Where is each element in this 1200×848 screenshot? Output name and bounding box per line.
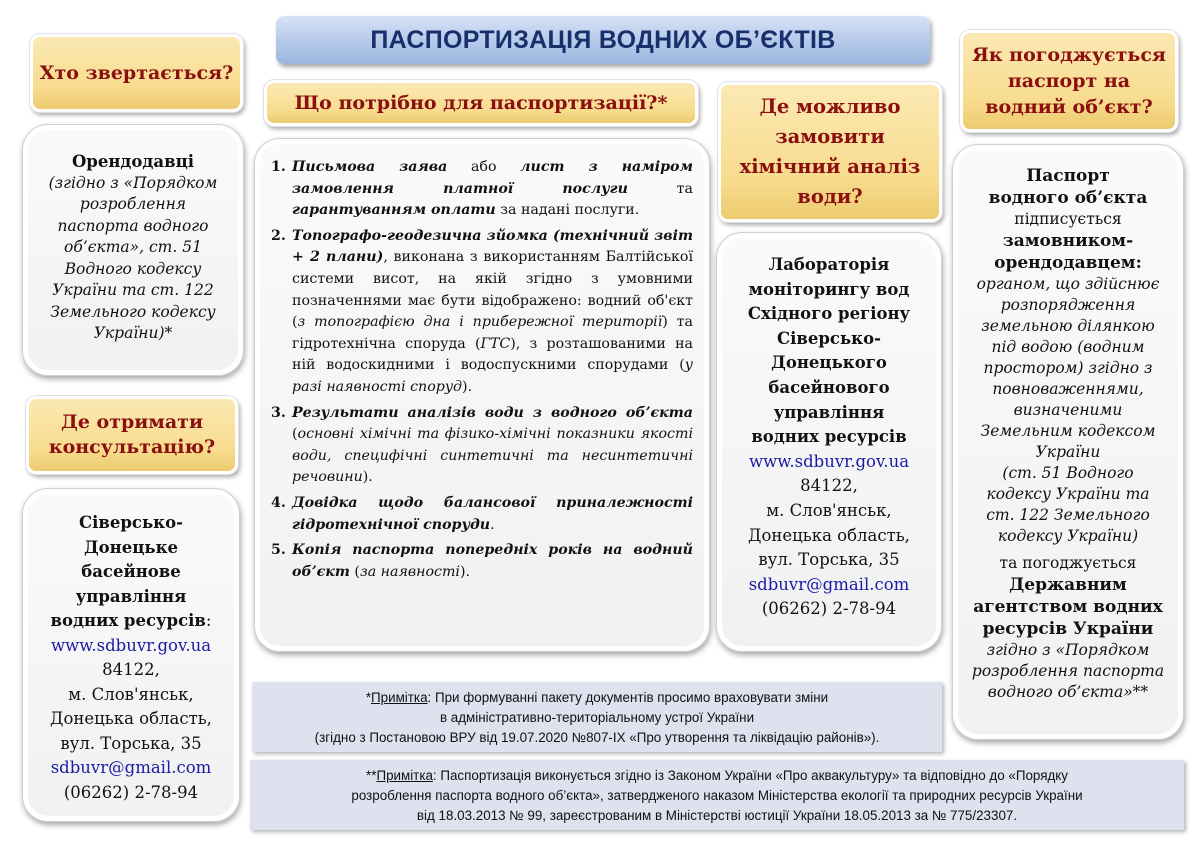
chemical-analysis-email-link[interactable]: sdbuvr@gmail.com (748, 574, 910, 594)
consultation-card (22, 488, 240, 822)
requirement-text-part: або (447, 159, 521, 175)
note-2-label: Примітка (376, 768, 433, 783)
approval-agreed: та погоджується (999, 554, 1137, 572)
requirement-text-part: ). (462, 378, 473, 395)
consultation-region: Донецька область, (50, 709, 212, 728)
requirement-text-part: ГТС (480, 335, 511, 352)
requirement-text-part: ) та гідротехнічна споруда ( (292, 314, 693, 352)
approval-passport: Паспорт водного об’єкта (988, 166, 1148, 208)
requirement-text-part: у разі наявності споруд (292, 357, 693, 395)
consultation-org: Сіверсько-Донецьке басейнове управління водних ресурсів (50, 513, 206, 630)
consultation-website-link[interactable]: www.sdbuvr.gov.ua (50, 635, 212, 655)
note-1-label: Примітка (371, 690, 428, 705)
approval-signer: замовником-орендодавцем: (994, 231, 1142, 273)
requirement-text-part: ). (362, 469, 373, 486)
approval-card (952, 144, 1184, 740)
requirement-text-part: та (627, 180, 693, 197)
requirements-card (254, 138, 710, 652)
requirement-text-part: гарантуванням оплати (292, 202, 496, 219)
chemical-analysis-header (718, 82, 942, 222)
requirement-number: 3. (271, 404, 286, 421)
who-applies-header (30, 34, 243, 112)
requirement-item (271, 403, 693, 489)
requirement-text-part: за надані послуги. (495, 202, 640, 219)
requirement-text-part: ( (349, 563, 360, 580)
requirements-list (255, 139, 709, 597)
requirement-text-part: . (490, 516, 495, 533)
requirement-text-part: Результати аналізів води з водного об’єкта (292, 404, 693, 421)
requirement-text-part: лист з наміром замовлення платної послуги (292, 159, 693, 197)
requirement-text-part: ( (292, 426, 298, 443)
who-applies-header-text: Хто звертається? (39, 61, 234, 84)
chemical-analysis-org: Лабораторія моніторингу вод Східного регіону Сіверсько-Донецького басейнового управління водних ресурсів (747, 255, 911, 447)
requirement-text-part: основні хімічні та фізико-хімічні показники якості води, специфічні синтетичні та несинтетичні речовини (292, 426, 693, 486)
who-applies-subject: Орендодавці (71, 152, 195, 171)
approval-authority: органом, що здійснює розпорядження земельною ділянкою під водою (водним простором) згідно з повноваженнями, визначеними Земельним кодексом України (976, 275, 1160, 461)
requirement-number: 1. (271, 159, 286, 175)
consultation-street: вул. Торська, 35 (60, 733, 202, 753)
requirement-item (271, 493, 693, 536)
note-2-text-c: від 18.03.2013 № 99, зареєстрованим в Міністерстві юстиції України 18.05.2013 за № 775/23307. (416, 808, 1018, 823)
requirement-text-part: за наявності (359, 563, 460, 580)
chemical-analysis-phone: (06262) 2-78-94 (761, 599, 897, 619)
page-title: ПАСПОРТИЗАЦІЯ ВОДНИХ ОБ’ЄКТІВ (276, 16, 930, 64)
approval-header (960, 30, 1178, 132)
requirement-text-part: ), з розташованими на ній водоскидними і водоспускними спорудами ( (292, 335, 693, 374)
chemical-analysis-card (716, 232, 942, 652)
note-2-text-a: : Паспортизація виконується згідно із Законом України «Про аквакультуру» та відповідно до «Порядку (432, 768, 1068, 783)
requirement-text-part: Топографо-геодезична зйомка (технічний звіт + 2 плани) (292, 227, 693, 266)
consultation-email-link[interactable]: sdbuvr@gmail.com (50, 758, 212, 777)
chemical-analysis-street: вул. Торська, 35 (758, 550, 900, 570)
note-1-text-b: в адміністративно-територіальному устрої України (439, 710, 755, 725)
approval-signed: підписується (1014, 210, 1122, 228)
consultation-header (26, 396, 238, 474)
approval-header-text: Як погоджується паспорт на водний об’єкт? (972, 44, 1166, 118)
note-1-text-c: (згідно з Постановою ВРУ від 19.07.2020 №807-IX «Про утворення та ліквідацію районів»). (314, 730, 880, 745)
consultation-org-suffix: : (205, 611, 212, 630)
requirement-item (271, 540, 693, 583)
consultation-city: м. Слов'янськ, (68, 684, 194, 704)
requirement-item (271, 157, 693, 222)
requirement-text-part: з топографією дна і прибережної території (297, 314, 663, 331)
note-2 (250, 760, 1184, 830)
requirement-text-part: , виконана з використанням Балтійської системи висот, на якій згідно з умовними позначеннями має бути відображено: водний об'єкт ( (292, 249, 693, 331)
chemical-analysis-region: Донецька область, (748, 525, 910, 545)
requirement-text-part: ). (459, 563, 470, 580)
consultation-phone: (06262) 2-78-94 (63, 782, 199, 802)
chemical-analysis-city: м. Слов'янськ, (766, 500, 892, 520)
who-applies-card (22, 124, 244, 376)
requirements-header (264, 80, 698, 126)
requirement-number: 2. (271, 227, 286, 244)
note-1-prefix: * (365, 690, 372, 705)
who-applies-details: (згідно з «Порядком розроблення паспорта водного об’єкта», ст. 51 Водного кодексу України та ст. 122 Земельного кодексу України)* (48, 173, 218, 342)
requirements-header-text: Що потрібно для паспортизації?* (294, 91, 668, 114)
requirement-item (271, 226, 693, 399)
approval-procedure: згідно з «Порядком розроблення паспорта водного об’єкта»** (971, 641, 1165, 701)
requirement-number: 5. (271, 542, 286, 559)
consultation-postcode: 84122, (102, 660, 160, 679)
requirement-text-part: Довідка щодо балансової приналежності гідротехнічної споруди (292, 494, 693, 533)
note-1 (252, 682, 942, 752)
consultation-header-text: Де отримати консультацію? (48, 411, 216, 458)
approval-agency: Державним агентством водних ресурсів України (973, 575, 1163, 639)
requirement-text-part: Письмова заява (292, 159, 448, 175)
requirement-number: 4. (271, 494, 286, 511)
requirement-text-part: Копія паспорта попередніх років на водний об’єкт (292, 542, 693, 580)
note-2-text-b: розроблення паспорта водного об’єкта», затвердженого наказом Міністерства екології та природних ресурсів України (351, 788, 1083, 803)
chemical-analysis-postcode: 84122, (800, 476, 858, 496)
note-2-prefix: ** (366, 768, 377, 783)
approval-legal-basis: (ст. 51 Водного кодексу України та ст. 122 Земельного кодексу України) (986, 464, 1150, 545)
note-1-text-a: : При формуванні пакету документів просимо враховувати зміни (427, 690, 829, 705)
chemical-analysis-header-text: Де можливо замовити хімічний аналіз води? (739, 95, 921, 208)
chemical-analysis-website-link[interactable]: www.sdbuvr.gov.ua (748, 451, 910, 471)
